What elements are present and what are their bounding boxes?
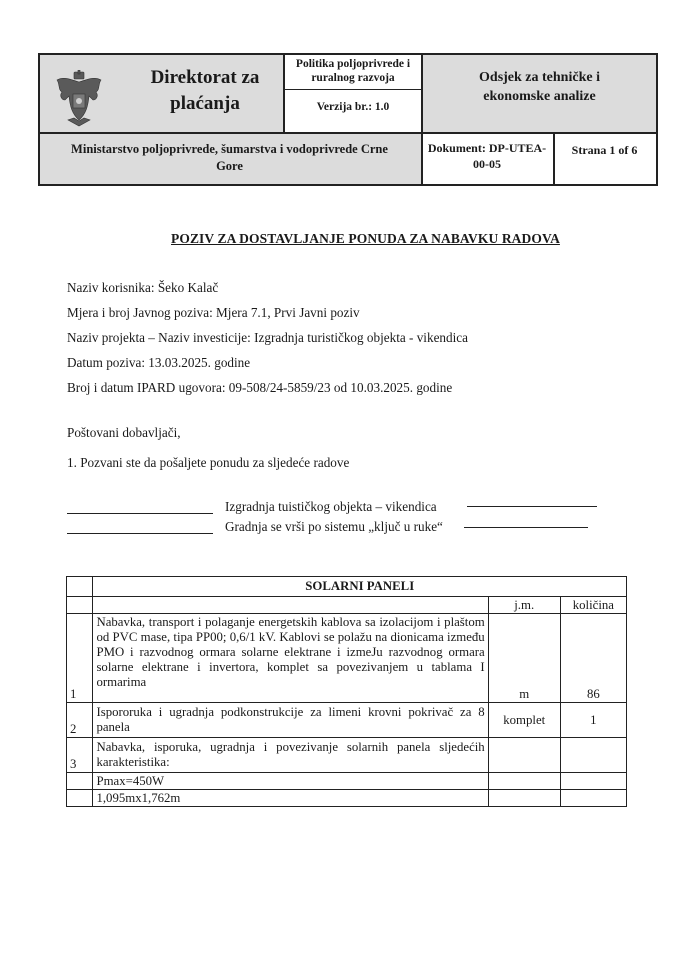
row-number: 2 xyxy=(67,703,93,738)
department-line1: Odsjek za tehničke i xyxy=(479,70,600,85)
row-unit xyxy=(488,738,560,773)
page-number: Strana 1 of 6 xyxy=(571,143,638,157)
page-cell xyxy=(554,133,657,185)
row-number: 1 xyxy=(67,614,93,703)
row-description: Ispororuka i ugradnja podkonstrukcije za limeni krovni pokrivač za 8 panela xyxy=(93,703,488,738)
table-title-row xyxy=(67,577,627,597)
table-row xyxy=(67,773,627,790)
table-header-row xyxy=(67,597,627,614)
document-heading: POZIV ZA DOSTAVLJANJE PONUDA ZA NABAVKU RADOVA xyxy=(171,231,560,246)
invitation-item: 1. Pozvani ste da pošaljete ponudu za sljedeće radove xyxy=(67,455,350,470)
work-system: Gradnja se vrši po sistemu „ključ u ruke“ xyxy=(225,519,443,534)
table-row xyxy=(67,703,627,738)
document-line1: Dokument: DP-UTEA- xyxy=(427,141,547,155)
policy-title xyxy=(284,57,422,85)
department-line2: ekonomske analize xyxy=(483,89,596,104)
department-name xyxy=(422,68,657,106)
field-date: Datum poziva: 13.03.2025. godine xyxy=(67,355,251,370)
row-description: 1,095mx1,762m xyxy=(93,790,488,807)
table-row xyxy=(67,614,627,703)
ministry-line2: Gore xyxy=(216,159,243,173)
table-row xyxy=(67,790,627,807)
col-unit-header: j.m. xyxy=(488,597,560,614)
document-id xyxy=(421,140,553,172)
row-description: Nabavka, isporuka, ugradnja i povezivanje solarnih panela sljedećih karakteristika: xyxy=(93,738,488,773)
org-name-line2: plaćanja xyxy=(170,93,240,114)
row-number xyxy=(67,790,93,807)
row-qty: 86 xyxy=(560,614,626,703)
coat-of-arms-icon xyxy=(54,70,104,128)
row-description: Pmax=450W xyxy=(93,773,488,790)
org-name-line1: Direktorat za xyxy=(150,67,260,88)
document-line2: 00-05 xyxy=(473,157,501,171)
row-unit: komplet xyxy=(488,703,560,738)
solar-panels-table xyxy=(66,576,627,807)
policy-line2: ruralnog razvoja xyxy=(311,72,395,84)
row-qty xyxy=(560,773,626,790)
ministry-line1: Ministarstvo poljoprivrede, šumarstva i vodoprivrede Crne xyxy=(71,142,388,156)
row-description: Nabavka, transport i polaganje energetskih kablova sa izolacijom i plaštom od PVC mase, tipa PP00; 0,6/1 kV. Kablovi se polažu na dionicama između PMO i razvodnog ormara solarne elektrane i izmeJu razvodnog ormara solarne elektrane i invertora, komplet sa povezivanjem u tablama I ormarima xyxy=(93,614,488,703)
row-qty xyxy=(560,790,626,807)
table-title: SOLARNI PANELI xyxy=(93,577,627,597)
policy-line1: Politika poljoprivrede i xyxy=(295,58,411,70)
row-qty xyxy=(560,738,626,773)
field-contract: Broj i datum IPARD ugovora: 09-508/24-5859/23 od 10.03.2025. godine xyxy=(67,380,453,395)
work-description: Izgradnja tuističkog objekta – vikendica xyxy=(225,499,437,514)
version-label: Verzija br.: 1.0 xyxy=(316,101,390,113)
row-unit: m xyxy=(488,614,560,703)
blank-line-right-2 xyxy=(464,527,588,528)
ministry-name xyxy=(38,141,421,175)
greeting: Poštovani dobavljači, xyxy=(67,425,181,440)
field-measure: Mjera i broj Javnog poziva: Mjera 7.1, Prvi Javni poziv xyxy=(67,305,360,320)
blank-line-left-1 xyxy=(67,513,213,514)
row-qty: 1 xyxy=(560,703,626,738)
row-number: 3 xyxy=(67,738,93,773)
org-name xyxy=(130,65,280,117)
table-row xyxy=(67,738,627,773)
field-beneficiary: Naziv korisnika: Šeko Kalač xyxy=(67,280,219,295)
blank-line-right-1 xyxy=(467,506,597,507)
field-project: Naziv projekta – Naziv investicije: Izgradnja turističkog objekta - vikendica xyxy=(67,330,468,345)
blank-line-left-2 xyxy=(67,533,213,534)
row-unit xyxy=(488,773,560,790)
col-qty-header: količina xyxy=(560,597,626,614)
row-number xyxy=(67,773,93,790)
row-unit xyxy=(488,790,560,807)
